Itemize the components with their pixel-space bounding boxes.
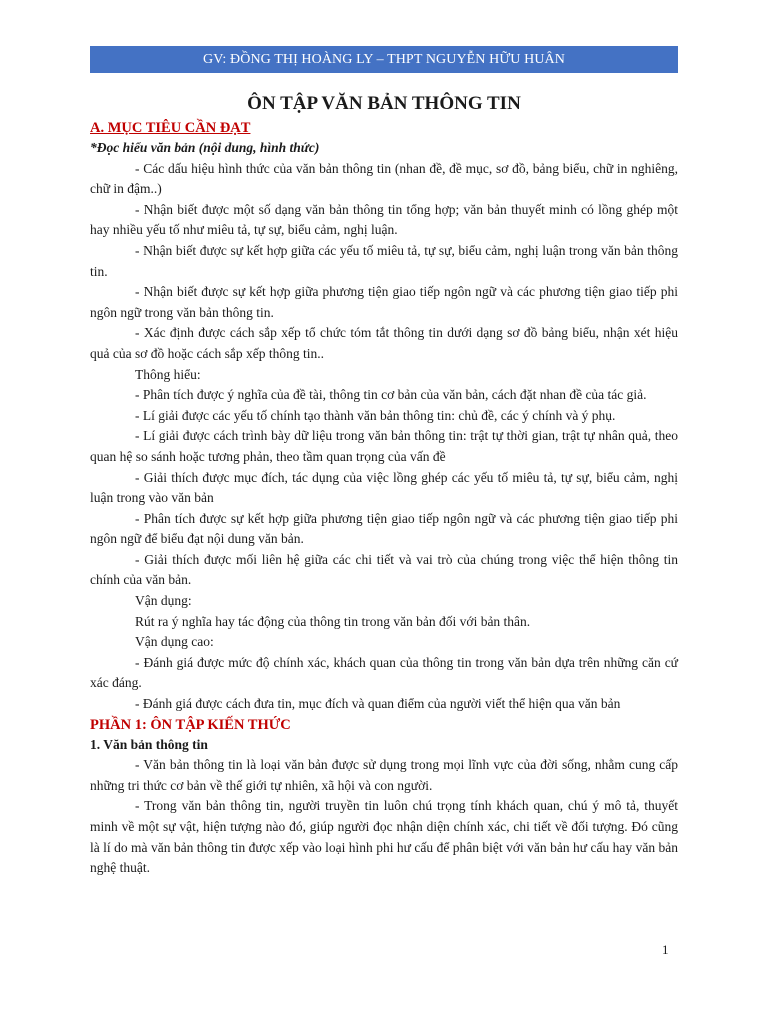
- paragraph: - Đánh giá được cách đưa tin, mục đích và quan điểm của người viết thể hiện qua văn bản: [135, 696, 621, 712]
- paragraph: Rút ra ý nghĩa hay tác động của thông tin trong văn bản đối với bản thân.: [135, 613, 531, 629]
- page-header: GV: ĐỒNG THỊ HOÀNG LY – THPT NGUYỄN HỮU HUÂN: [90, 46, 678, 73]
- paragraph: - Phân tích được ý nghĩa của đề tài, thông tin cơ bản của văn bản, cách đặt nhan đề của tác giả.: [135, 387, 647, 403]
- paragraph: - Các dấu hiệu hình thức của văn bản thông tin (nhan đề, đề mục, sơ đồ, bảng biểu, chữ in nghiêng, chữ in đậm..): [90, 160, 678, 197]
- thong-hieu-label: Thông hiểu:: [135, 366, 201, 382]
- van-dung-cao-label: Vận dụng cao:: [135, 634, 214, 650]
- part1-heading: PHẦN 1: ÔN TẬP KIẾN THỨC: [90, 716, 291, 733]
- document-body: [90, 92, 678, 879]
- paragraph: - Nhận biết được một số dạng văn bản thông tin tổng hợp; văn bản thuyết minh có lồng ghép một hay nhiều yếu tố như miêu tả, tự sự, biểu cảm, nghị luận.: [90, 201, 678, 238]
- paragraph: - Nhận biết được sự kết hợp giữa các yếu tố miêu tả, tự sự, biểu cảm, nghị luận trong văn bản thông tin.: [90, 242, 678, 279]
- paragraph: - Lí giải được cách trình bày dữ liệu trong văn bản thông tin: trật tự thời gian, trật tự nhân quả, theo quan hệ so sánh hoặc tương phản, theo tầm quan trọng của vấn đề: [90, 428, 678, 464]
- section-a-subheading: *Đọc hiểu văn bản (nội dung, hình thức): [90, 140, 320, 155]
- page-number: 1: [662, 942, 669, 957]
- paragraph: - Phân tích được sự kết hợp giữa phương tiện giao tiếp ngôn ngữ và các phương tiện giao tiếp phi ngôn ngữ để biểu đạt nội dung văn bản.: [90, 510, 678, 547]
- paragraph: - Giải thích được mối liên hệ giữa các chi tiết và vai trò của chúng trong việc thể hiện thông tin chính của văn bản.: [90, 551, 678, 588]
- paragraph: - Giải thích được mục đích, tác dụng của việc lồng ghép các yếu tố miêu tả, tự sự, biểu cảm, nghị luận trong vào văn bản: [90, 469, 678, 506]
- van-dung-label: Vận dụng:: [135, 593, 192, 609]
- paragraph: - Đánh giá được mức độ chính xác, khách quan của thông tin trong văn bản dựa trên những căn cứ xác đáng.: [90, 654, 678, 691]
- document-title: ÔN TẬP VĂN BẢN THÔNG TIN: [247, 93, 521, 114]
- paragraph: - Trong văn bản thông tin, người truyền tin luôn chú trọng tính khách quan, chú ý mô tả, thuyết minh về một sự vật, hiện tượng nào đó, giúp người đọc nhận diện chính xác, chi tiết về đối tượng. Đó cũng là lí do mà văn bản thông tin được xếp vào loại hình phi hư cấu để phân biệt với văn bản hư cấu hay văn bản nghệ thuật.: [90, 798, 678, 876]
- paragraph: - Văn bản thông tin là loại văn bản được sử dụng trong mọi lĩnh vực của đời sống, nhằm cung cấp những tri thức cơ bản về thế giới tự nhiên, xã hội và con người.: [90, 757, 678, 793]
- paragraph: - Xác định được cách sắp xếp tổ chức tóm tắt thông tin dưới dạng sơ đồ bảng biểu, nhận xét hiệu quả của sơ đồ hoặc cách sắp xếp thông tin..: [90, 325, 678, 361]
- part1-subheading: 1. Văn bản thông tin: [90, 736, 208, 752]
- paragraph: - Lí giải được các yếu tố chính tạo thành văn bản thông tin: chủ đề, các ý chính và ý phụ.: [135, 407, 616, 423]
- section-a-heading: A. MỤC TIÊU CẦN ĐẠT: [90, 120, 251, 136]
- paragraph: - Nhận biết được sự kết hợp giữa phương tiện giao tiếp ngôn ngữ và các phương tiện giao tiếp phi ngôn ngữ trong văn bản thông tin.: [90, 284, 678, 320]
